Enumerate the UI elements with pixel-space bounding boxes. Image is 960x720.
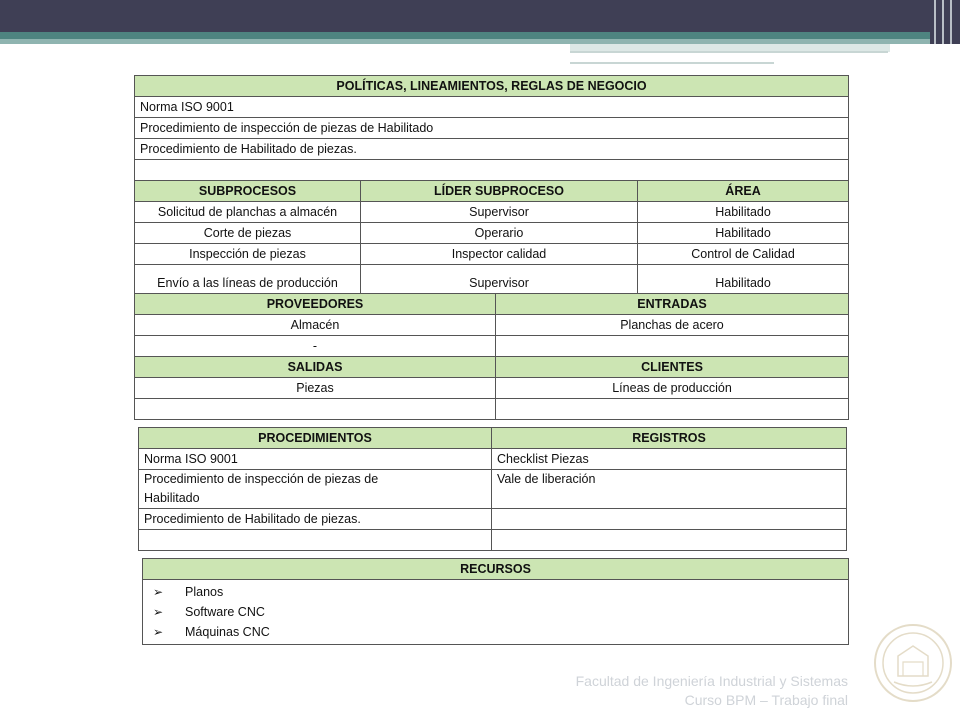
- entrada-cell: Planchas de acero: [496, 315, 849, 336]
- procedimiento-cell: Procedimiento de inspección de piezas de Habilitado: [139, 470, 492, 509]
- recursos-table: [142, 558, 849, 645]
- politica-row: Procedimiento de Habilitado de piezas.: [135, 139, 849, 160]
- salida-cell: Piezas: [135, 378, 496, 399]
- arrow-bullet-icon: ➢: [153, 585, 164, 599]
- arrow-bullet-icon: ➢: [153, 605, 164, 619]
- decor-rule: [570, 62, 774, 64]
- registro-cell: Vale de liberación: [492, 470, 847, 509]
- recursos-list: [143, 580, 848, 644]
- procedimiento-cell: [139, 530, 492, 551]
- salida-cell: [135, 399, 496, 420]
- area-header: ÁREA: [638, 181, 849, 202]
- subproceso-cell: Corte de piezas: [135, 223, 361, 244]
- footer: [576, 672, 848, 710]
- area-cell: Control de Calidad: [638, 244, 849, 265]
- decor-rule: [570, 51, 888, 53]
- registro-cell: [492, 509, 847, 530]
- politicas-header: POLÍTICAS, LINEAMIENTOS, REGLAS DE NEGOCIO: [135, 76, 849, 97]
- teal-band: [0, 32, 930, 39]
- lider-cell: Supervisor: [361, 202, 638, 223]
- university-seal-icon: [872, 622, 954, 704]
- lider-header: LÍDER SUBPROCESO: [361, 181, 638, 202]
- politicas-subprocesos-table: [134, 75, 849, 302]
- list-item: [153, 582, 848, 602]
- proveedores-salidas-table: [134, 293, 849, 420]
- strip-line: [934, 0, 936, 44]
- lider-cell: Inspector calidad: [361, 244, 638, 265]
- list-item: [153, 602, 848, 622]
- footer-course: Curso BPM – Trabajo final: [684, 692, 848, 708]
- recursos-list-cell: [143, 580, 849, 645]
- cliente-cell: Líneas de producción: [496, 378, 849, 399]
- top-bar: [0, 0, 960, 32]
- entrada-cell: [496, 336, 849, 357]
- proveedores-header: PROVEEDORES: [135, 294, 496, 315]
- recurso-label: Máquinas CNC: [185, 625, 270, 639]
- recurso-label: Planos: [185, 585, 224, 599]
- registro-cell: [492, 530, 847, 551]
- procedimientos-header: PROCEDIMIENTOS: [139, 428, 492, 449]
- arrow-bullet-icon: ➢: [153, 625, 164, 639]
- entradas-header: ENTRADAS: [496, 294, 849, 315]
- strip-line: [942, 0, 944, 44]
- procedimiento-cell: Procedimiento de Habilitado de piezas.: [139, 509, 492, 530]
- area-cell: Habilitado: [638, 202, 849, 223]
- list-item: [153, 622, 848, 642]
- cliente-cell: [496, 399, 849, 420]
- salidas-header: SALIDAS: [135, 357, 496, 378]
- procedimiento-cell: Norma ISO 9001: [139, 449, 492, 470]
- lider-cell: Supervisor: [361, 265, 638, 302]
- politica-row: Norma ISO 9001: [135, 97, 849, 118]
- area-cell: Habilitado: [638, 265, 849, 302]
- recurso-label: Software CNC: [185, 605, 265, 619]
- politica-row: [135, 160, 849, 181]
- proveedor-cell: -: [135, 336, 496, 357]
- strip-line: [950, 0, 952, 44]
- lider-cell: Operario: [361, 223, 638, 244]
- subproceso-cell: Envío a las líneas de producción: [135, 265, 361, 302]
- registros-header: REGISTROS: [492, 428, 847, 449]
- top-right-strip: [930, 0, 960, 44]
- subprocesos-header: SUBPROCESOS: [135, 181, 361, 202]
- politica-row: Procedimiento de inspección de piezas de Habilitado: [135, 118, 849, 139]
- area-cell: Habilitado: [638, 223, 849, 244]
- clientes-header: CLIENTES: [496, 357, 849, 378]
- subproceso-cell: Inspección de piezas: [135, 244, 361, 265]
- recursos-header: RECURSOS: [143, 559, 849, 580]
- registro-cell: Checklist Piezas: [492, 449, 847, 470]
- subproceso-cell: Solicitud de planchas a almacén: [135, 202, 361, 223]
- proveedor-cell: Almacén: [135, 315, 496, 336]
- procedimientos-registros-table: [138, 427, 847, 551]
- footer-faculty: Facultad de Ingeniería Industrial y Sistemas: [575, 673, 848, 689]
